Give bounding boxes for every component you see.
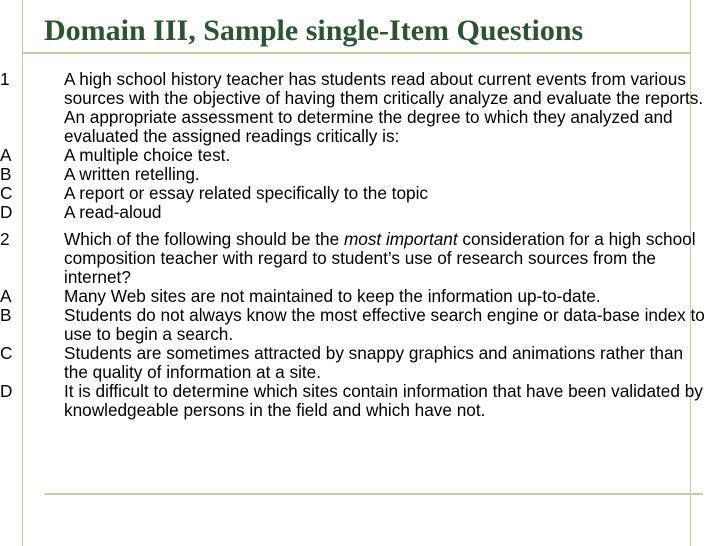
option-letter: B (0, 164, 12, 184)
question-2-number: 2 (0, 229, 10, 249)
option-text: A report or essay related specifically to the topic (64, 183, 428, 203)
option-letter: D (0, 381, 13, 401)
question-2-option-d (0, 382, 708, 420)
option-letter: A (0, 286, 12, 306)
question-1-option-b (0, 165, 708, 184)
option-letter: B (0, 305, 12, 325)
question-1-option-c (0, 184, 708, 203)
option-letter: A (0, 145, 12, 165)
slide-title: Domain III, Sample single-Item Questions (44, 14, 584, 47)
option-text: It is difficult to determine which sites contain information that have been validated by knowledgeable persons in the field and which have not. (64, 381, 703, 420)
question-2-text-start: Which of the following should be the (64, 229, 344, 249)
question-1-option-a (0, 146, 708, 165)
question-2-option-b (0, 306, 708, 344)
option-letter: C (0, 183, 13, 203)
question-2-option-c (0, 344, 708, 382)
option-text: A multiple choice test. (64, 145, 231, 165)
option-letter: C (0, 343, 13, 363)
option-text: Many Web sites are not maintained to keep the information up-to-date. (64, 286, 601, 306)
question-1-text: A high school history teacher has students read about current events from various sources with the objective of having them critically analyze and evaluate the reports. An appropriate assessment to determine the degree to which they analyzed and evaluated the assigned readings critically is: (64, 69, 704, 146)
title-divider (22, 52, 691, 54)
question-2-option-a (0, 287, 708, 306)
question-2-emphasis: most important (343, 229, 458, 249)
question-1-option-d (0, 203, 708, 222)
option-text: A written retelling. (64, 164, 200, 184)
bottom-divider (45, 493, 703, 495)
question-1-number: 1 (0, 69, 10, 89)
option-text: A read-aloud (64, 202, 162, 222)
question-2-stem (0, 230, 708, 287)
option-text: Students are sometimes attracted by snappy graphics and animations rather than the quality of information at a site. (64, 343, 684, 382)
question-2-text-end: consideration for a high school composition teacher with regard to student’s use of research sources from the internet? (64, 229, 696, 287)
questions-body (0, 70, 708, 420)
option-text: Students do not always know the most effective search engine or data-base index to use to begin a search. (64, 305, 705, 344)
option-letter: D (0, 202, 13, 222)
question-1-stem (0, 70, 708, 146)
